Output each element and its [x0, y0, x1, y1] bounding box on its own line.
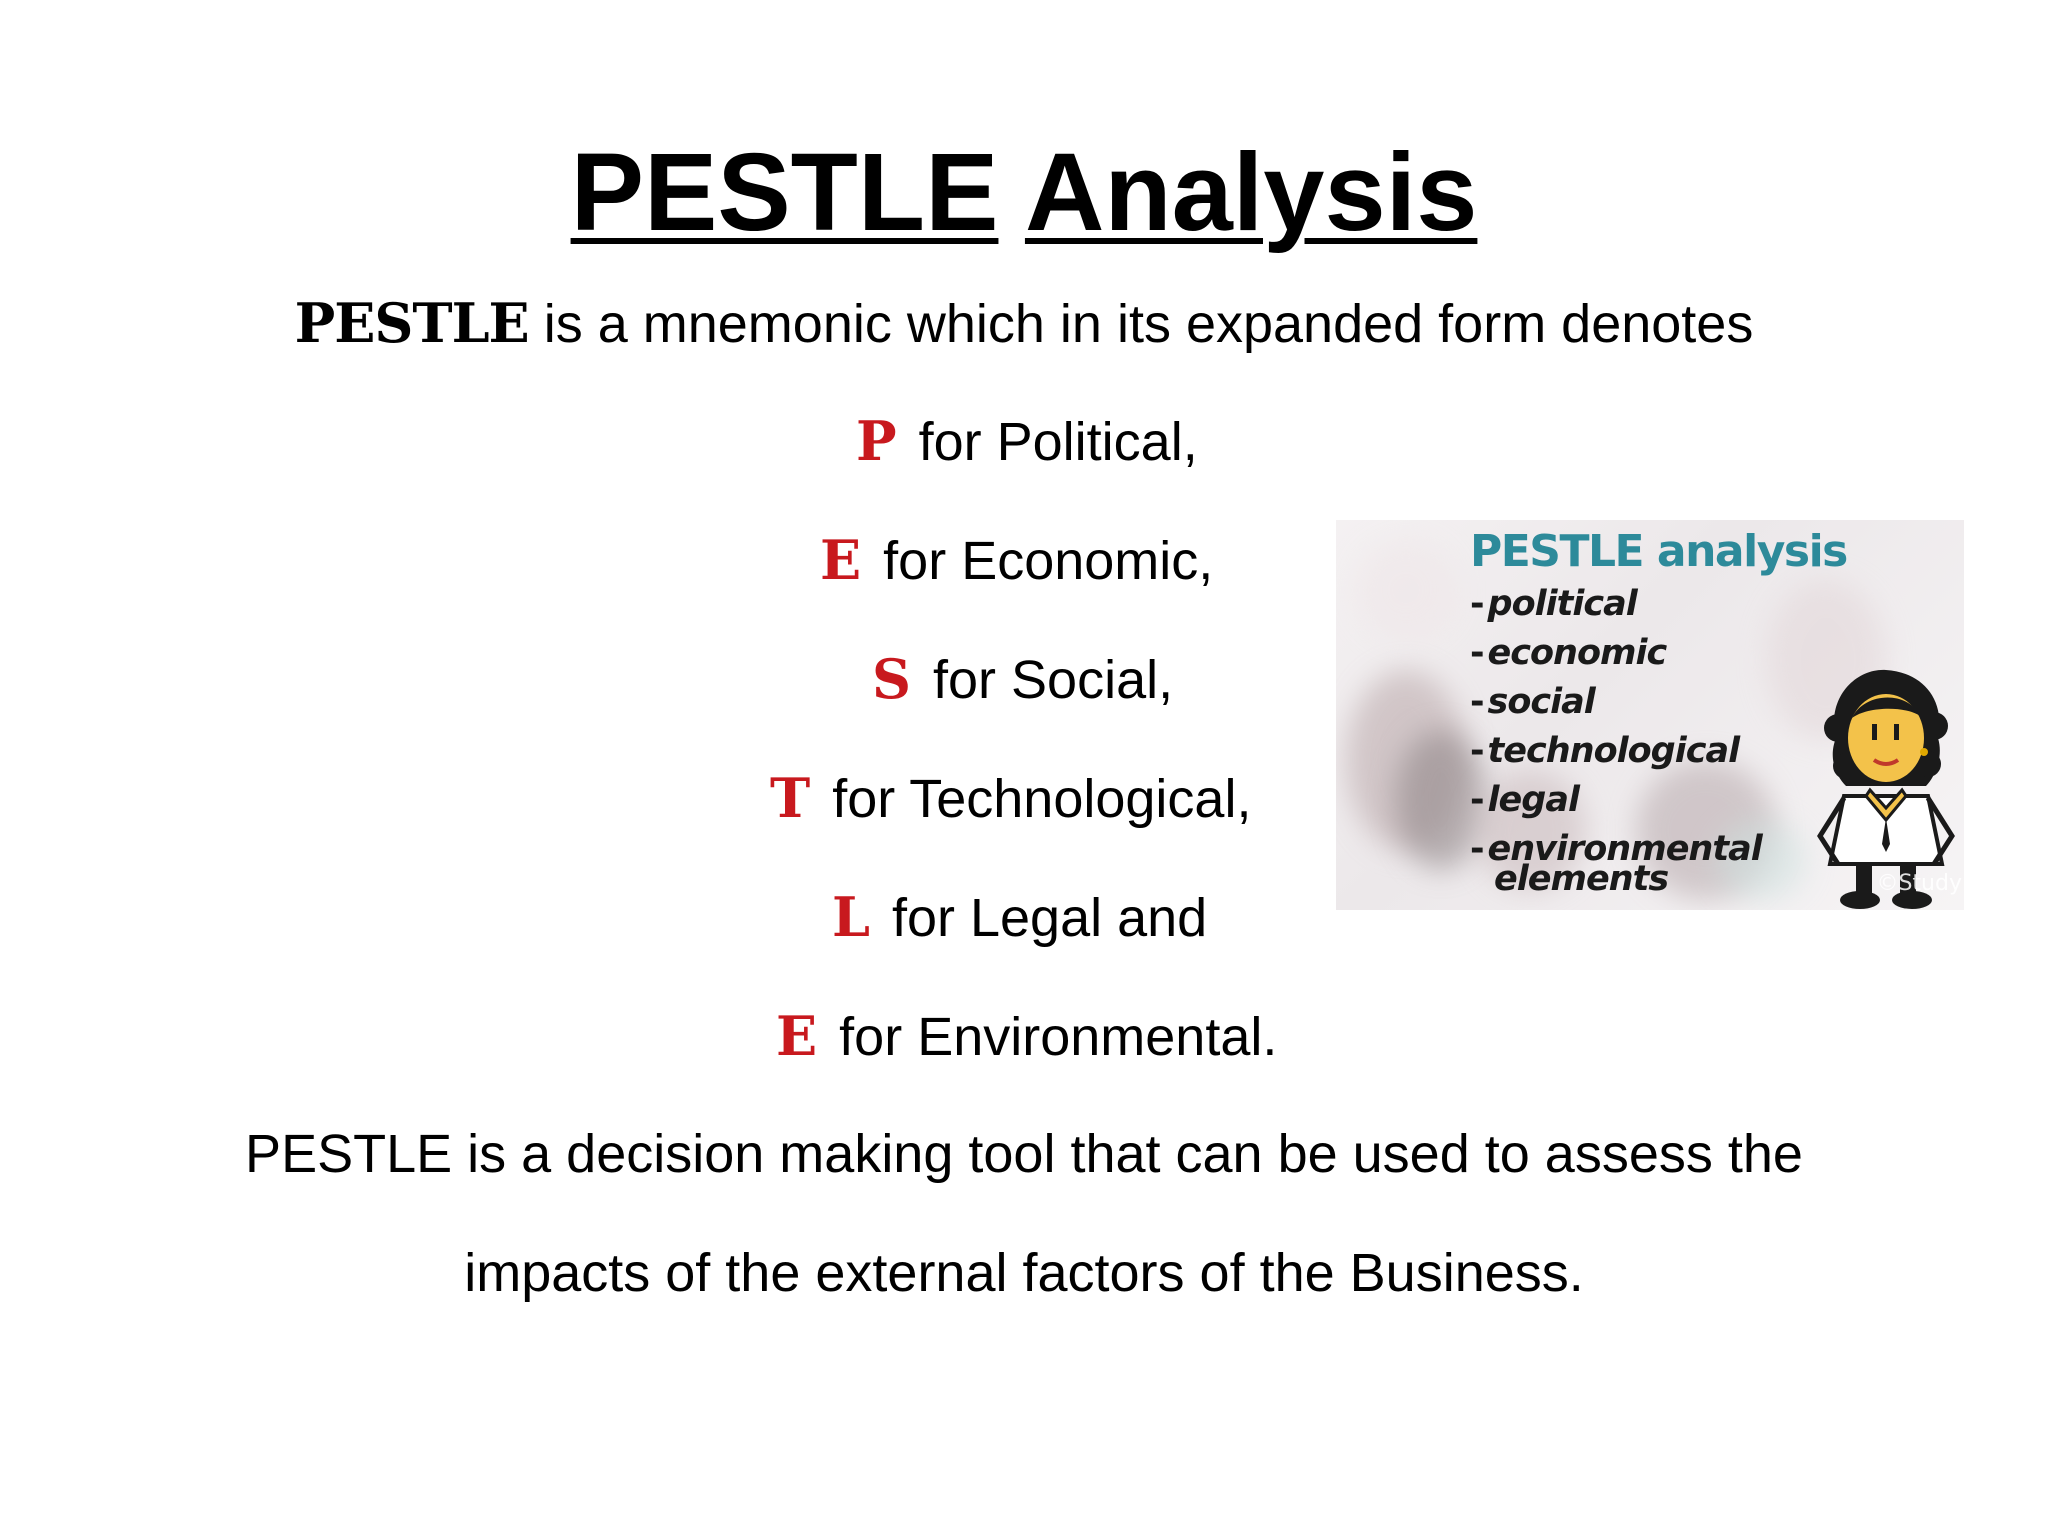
illustration-list-item: - economic: [1470, 633, 1667, 673]
intro-line: [0, 290, 2048, 357]
pestle-letter: P: [856, 409, 897, 473]
pestle-item-environmental: [776, 1003, 1277, 1070]
illustration-heading: PESTLE analysis: [1470, 526, 1847, 577]
pestle-item-political: [856, 408, 1198, 475]
pestle-letter: S: [872, 647, 911, 711]
illustration-list-item: - political: [1470, 584, 1637, 624]
pestle-item-economic: [820, 527, 1213, 594]
pestle-item-technological: [770, 765, 1251, 832]
pestle-illustration: [1336, 520, 1964, 910]
title-word-analysis: Analysis: [1024, 131, 1478, 254]
pestle-item-text: for Political,: [918, 412, 1198, 472]
conclusion-line-1: PESTLE is a decision making tool that can be used to assess the: [245, 1124, 1803, 1184]
pestle-item-social: [872, 646, 1173, 713]
pestle-item-text: for Legal and: [891, 888, 1208, 948]
title-word-pestle: PESTLE: [570, 131, 999, 254]
illustration-list-item: - legal: [1470, 780, 1579, 820]
illustration-list-item: - technological: [1470, 731, 1740, 771]
page-title: [0, 128, 2048, 258]
pestle-letter: E: [776, 1004, 818, 1068]
conclusion-line-2: impacts of the external factors of the Business.: [464, 1243, 1584, 1303]
pestle-item-text: for Technological,: [832, 769, 1252, 829]
illustration-list-item: - social: [1470, 682, 1595, 722]
illustration-watermark: ©Study: [1876, 871, 1962, 896]
illustration-list-continuation: elements: [1494, 859, 1669, 899]
intro-keyword: PESTLE: [294, 291, 529, 355]
illustration-list: [1470, 580, 1762, 899]
intro-text: is a mnemonic which in its expanded form denotes: [528, 294, 1754, 354]
pestle-item-text: for Economic,: [883, 531, 1214, 591]
illustration-list-item: - environmental: [1470, 829, 1762, 869]
pestle-letter: T: [770, 766, 811, 830]
pestle-item-legal: [832, 884, 1207, 951]
pestle-item-text: for Environmental.: [839, 1007, 1278, 1067]
pestle-letter: E: [820, 528, 862, 592]
pestle-item-text: for Social,: [933, 650, 1174, 710]
pestle-letter: L: [832, 885, 870, 949]
